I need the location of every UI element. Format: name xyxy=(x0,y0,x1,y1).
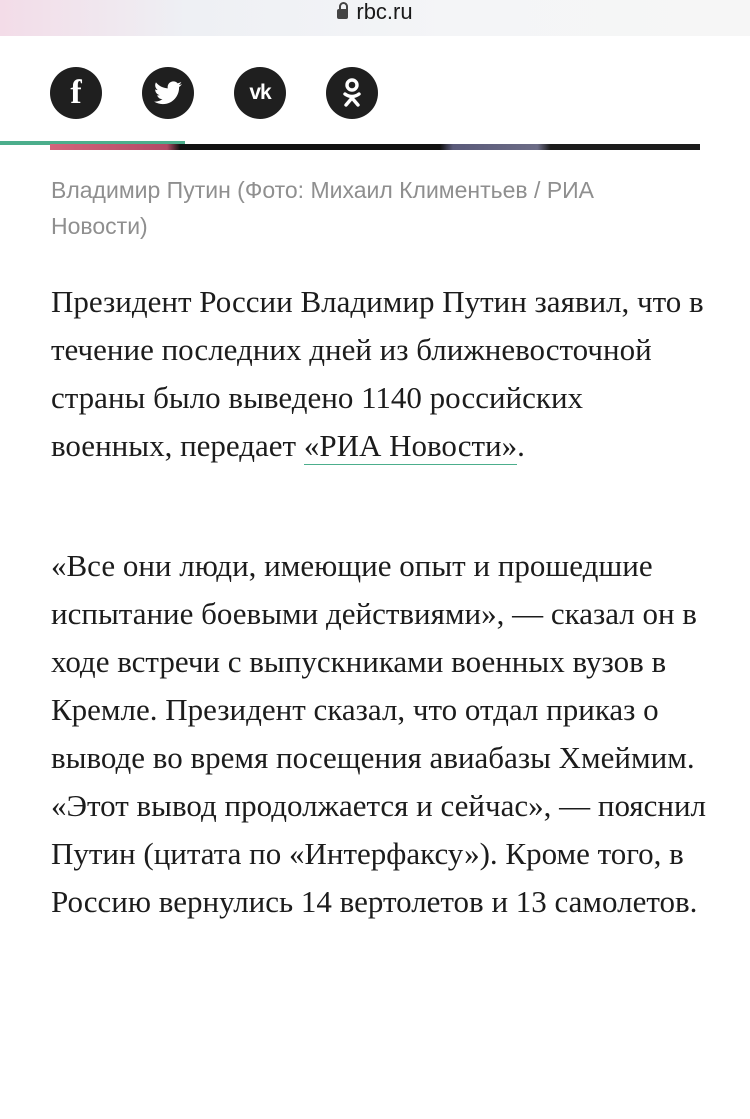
photo-caption: Владимир Путин (Фото: Михаил Климентьев / РИА Новости) xyxy=(51,177,595,239)
article-paragraph-2: «Все они люди, имеющие опыт и прошедшие испытание боевыми действиями», — сказал он в ходе встречи с выпускниками военных вузов в Кремле. Президент сказал, что отдал приказ о выводе во время посещения авиабазы Хмеймим. «Этот вывод продолжается и сейчас», — пояснил Путин (цитата по «Интерфаксу»). Кроме того, в Россию вернулись 14 вертолетов и 13 самолетов. xyxy=(51,548,707,919)
paragraph-end: . xyxy=(517,428,525,463)
share-bar xyxy=(0,36,750,144)
paragraph-text: Президент России Владимир Путин заявил, что в течение последних дней из ближневосточной страны было выведено 1140 российских военных, передает xyxy=(51,284,704,463)
odnoklassniki-share-button[interactable] xyxy=(326,67,378,119)
vk-share-button[interactable] xyxy=(234,67,286,119)
vk-icon: vk xyxy=(249,81,271,104)
browser-url-bar[interactable] xyxy=(0,0,750,37)
twitter-icon xyxy=(154,81,182,105)
twitter-share-button[interactable] xyxy=(142,67,194,119)
facebook-icon: f xyxy=(70,74,82,111)
facebook-share-button[interactable] xyxy=(50,67,102,119)
lock-icon xyxy=(337,9,348,19)
article-paragraph-1 xyxy=(51,278,711,470)
article-photo xyxy=(50,144,700,150)
odnoklassniki-icon xyxy=(342,78,362,108)
ria-novosti-link[interactable]: «РИА Новости» xyxy=(303,428,518,463)
url-text[interactable]: rbc.ru xyxy=(356,0,413,24)
